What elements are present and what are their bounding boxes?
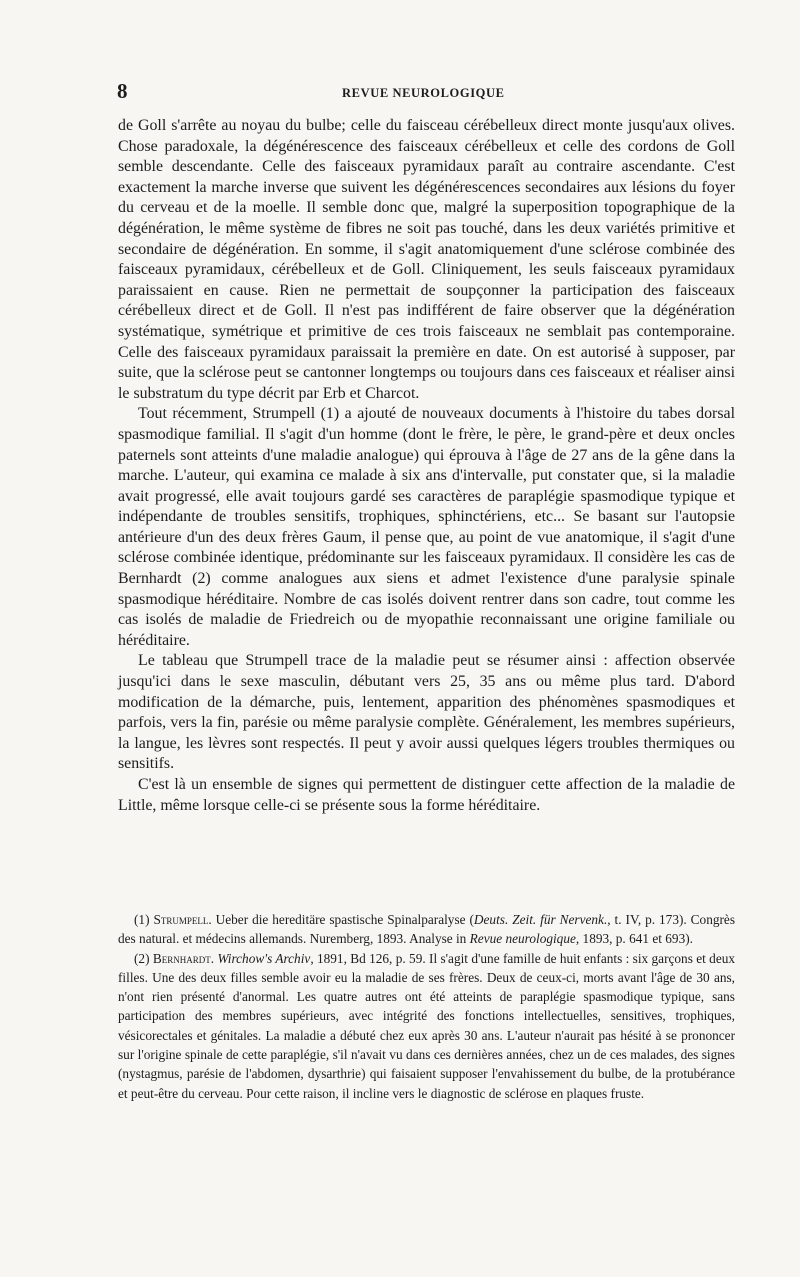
- footnote-marker: (1): [134, 912, 150, 927]
- footnote-work-title: Wirchow's Archiv: [217, 950, 311, 966]
- footnote-marker: (2): [134, 950, 150, 966]
- footnote-text: , t. IV, p. 173). Congrès des natural. et médecins allemands. Nuremberg, 1893. Analyse in: [118, 912, 736, 947]
- footnote-text: , 1893, p. 641 et 693).: [575, 931, 693, 947]
- paragraph: C'est là un ensemble de signes qui permettent de distinguer cette affection de la maladie de Little, même lorsque celle-ci se présente sous la forme héréditaire.: [118, 776, 735, 814]
- paragraph: Le tableau que Strumpell trace de la maladie peut se résumer ainsi : affection observée jusqu'ici dans le sexe masculin, débutant vers 25, 35 ans ou même plus tard. D'abord modification de la démarche, puis, lentement, apparition des phénomènes spasmodiques et parfois, vers la fin, parésie ou même paralysie complète. Généralement, les membres supérieurs, la langue, les lèvres sont respectés. Il peut y avoir aussi quelques légers troubles thermiques ou sensitifs.: [118, 652, 735, 773]
- footnote-2: [118, 949, 735, 1103]
- footnotes: [118, 910, 735, 1103]
- paragraph: de Goll s'arrête au noyau du bulbe; celle du faisceau cérébelleux direct monte jusqu'aux olives. Chose paradoxale, la dégénérescence des faisceaux cérébelleux et celle des cordons de Goll semble descendante. Celle des faisceaux pyramidaux paraît au contraire ascendante. C'est exactement la marche inverse que suivent les dégénérescences secondaires aux lésions du foyer du cerveau et de la moelle. Il semble donc que, malgré la superposition topographique de la dégénération, le même système de fibres ne soit pas touché, dans les deux variétés primitive et secondaire de dégénération. En somme, il s'agit anatomiquement d'une sclérose combinée des faisceaux pyramidaux, cérébelleux et de Goll. Cliniquement, les seuls faisceaux pyramidaux paraissaient en cause. Rien ne permettait de soupçonner la participation des faisceaux cérébelleux direct et de Goll. Il n'est pas indifférent de faire observer que la dégénération systématique, symétrique et primitive de ces trois faisceaux ne semblait pas contemporaine. Celle des faisceaux pyramidaux paraissait la première en date. On est autorisé à supposer, par suite, que la sclérose peut se cantonner longtemps ou toujours dans ces faisceaux et réaliser ainsi le substratum du type décrit par Erb et Charcot.: [118, 117, 735, 402]
- footnote-author: Bernhardt.: [152, 950, 215, 966]
- footnote-work-title: Revue neurologique: [469, 931, 576, 947]
- footnote-text: , 1891, Bd 126, p. 59. Il s'agit d'une famille de huit enfants : six garçons et deux filles. Une des deux filles semble avoir eu la maladie de ses frères. Deux de ceux-ci, morts avant l'âge de 30 ans, n'ont rien présenté d'anormal. Les quatre autres ont été atteints de paraplégie spasmodique typique, sans participation des membres supérieurs, avec intégrité des fonctions intellectuelles, sensitives, trophiques, vésicorectales et génitales. La maladie a débuté chez eux après 30 ans. L'auteur n'aurait pas hésité à se prononcer sur l'origine spinale de cette paraplégie, s'il n'avait vu dans ces dernières années, chez un de ces malades, des signes (nystagmus, parésie de l'abdomen, dysarthrie) qui faisaient supposer l'envahissement du bulbe, de la protubérance et peut-être du cerveau. Pour cette raison, il incline vers le diagnostic de sclérose en plaques fruste.: [118, 950, 736, 1101]
- footnote-text: Ueber die hereditäre spastische Spinalparalyse (: [215, 912, 474, 927]
- footnote-1: [118, 910, 735, 949]
- main-text: [118, 116, 735, 816]
- journal-title: REVUE NEUROLOGIQUE: [342, 86, 505, 100]
- page-number: 8: [117, 79, 128, 103]
- paragraph: Tout récemment, Strumpell (1) a ajouté de nouveaux documents à l'histoire du tabes dorsal spasmodique familial. Il s'agit d'un homme (dont le frère, le père, le grand-père et deux oncles paternels sont atteints d'une maladie analogue) qui éprouva à l'âge de 27 ans de la gêne dans la marche. L'auteur, qui examina ce malade à six ans d'intervalle, put constater que, si la maladie avait progressé, elle avait toujours gardé ses caractères de paraplégie spasmodique typique et indépendante de troubles sensitifs, trophiques, sphinctériens, etc... Se basant sur l'autopsie antérieure d'un des deux frères Gaum, il pense que, au point de vue anatomique, il s'agit d'une sclérose combinée identique, prédominante sur les faisceaux pyramidaux. Il considère les cas de Bernhardt (2) comme analogues aux siens et admet l'existence d'une paralysie spinale spasmodique héréditaire. Nombre de cas isolés doivent rentrer dans son cadre, tout comme les cas isolés de maladie de Friedreich ou de myopathie reconnaissant une origine familiale ou héréditaire.: [118, 405, 735, 649]
- footnote-work-title: Deuts. Zeit. für Nervenk.: [473, 912, 608, 927]
- running-header: [117, 79, 667, 103]
- footnote-author: Strumpell.: [153, 912, 212, 927]
